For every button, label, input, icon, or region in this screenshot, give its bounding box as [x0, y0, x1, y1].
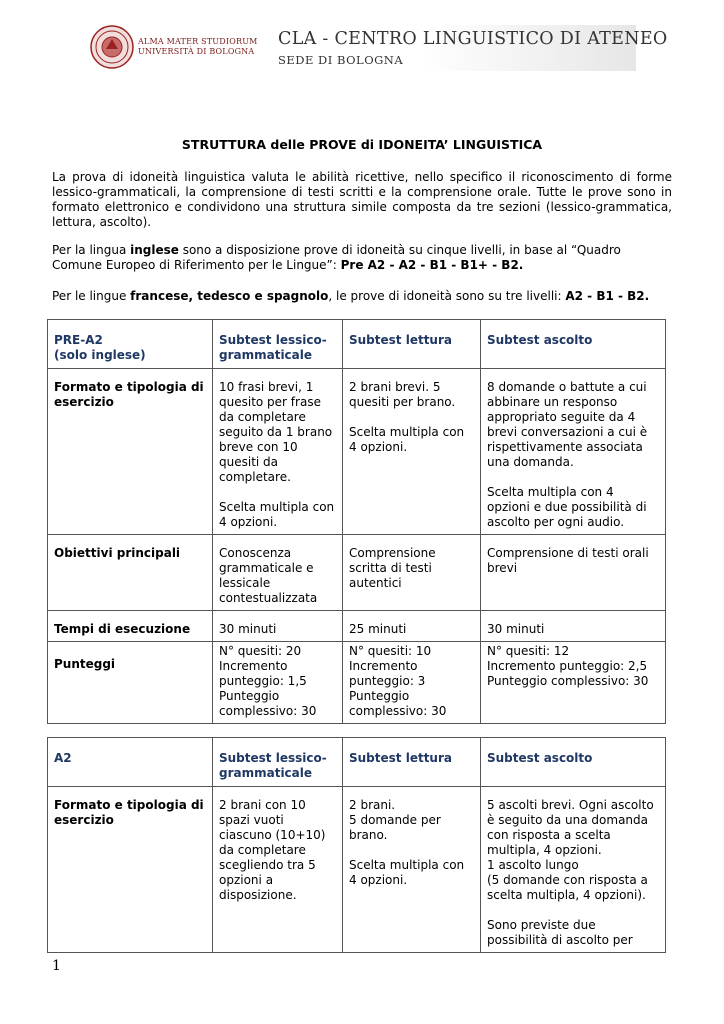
table-header-row	[48, 738, 666, 787]
intro-p2-pre: Per la lingua	[52, 243, 131, 257]
table-row	[48, 369, 666, 535]
format-listening-long: 1 ascolto lungo (5 domande con risposta a scelta multipla, 4 opzioni).	[487, 858, 648, 902]
goals-reading-cell: Comprensione scritta di testi autentici	[343, 535, 481, 611]
subtest-lexis-header: Subtest lessico-grammaticale	[213, 738, 343, 787]
table-row	[48, 642, 666, 724]
intro-p2-mid: sono a disposizione prove di idoneità su cinque livelli, in base al “Quadro Comune Europeo di Riferimento per le Lingue”:	[52, 243, 621, 272]
university-line-2: UNIVERSITÀ DI BOLOGNA	[138, 47, 255, 56]
intro-paragraph-2	[52, 243, 672, 273]
university-name	[138, 37, 258, 57]
intro-p3-levels: A2 - B1 - B2.	[565, 289, 650, 303]
cla-subtitle: SEDE DI BOLOGNA	[278, 53, 404, 67]
intro-p1-sentence-2: Tutte le prove sono in formato elettronico e condividono una struttura simile composta da tre sezioni (lessico-grammatica, lettura, ascolto).	[52, 185, 672, 229]
table-pre-a2	[47, 319, 666, 724]
row-label-goals: Obiettivi principali	[48, 535, 213, 611]
subtest-reading-header: Subtest lettura	[343, 320, 481, 369]
document-title: STRUTTURA delle PROVE di IDONEITA’ LINGUISTICA	[181, 137, 543, 152]
format-listening-cell	[481, 787, 666, 953]
intro-p2-language: inglese	[130, 243, 179, 257]
page-header	[88, 25, 668, 75]
format-lexis-cell: 2 brani con 10 spazi vuoti ciascuno (10+10) da completare scegliendo tra 5 opzioni a disposizione.	[213, 787, 343, 953]
format-lexis-text: 10 frasi brevi, 1 quesito per frase da completare seguito da 1 brano breve con 10 quesiti da completare.	[219, 380, 333, 484]
intro-p3-mid: , le prove di idoneità sono su tre livelli:	[328, 289, 566, 303]
intro-p3-languages: francese, tedesco e spagnolo	[130, 289, 329, 303]
goals-lexis-cell: Conoscenza grammaticale e lessicale contestualizzata	[213, 535, 343, 611]
time-lexis-cell: 30 minuti	[213, 611, 343, 642]
row-label-format: Formato e tipologia di esercizio	[48, 369, 213, 535]
table-header-row	[48, 320, 666, 369]
format-reading-text: 2 brani. 5 domande per brano.	[349, 798, 441, 842]
table-row	[48, 611, 666, 642]
subtest-listening-header: Subtest ascolto	[481, 738, 666, 787]
score-listening-cell: N° quesiti: 12 Incremento punteggio: 2,5 Punteggio complessivo: 30	[481, 642, 666, 724]
intro-p3-pre: Per le lingue	[52, 289, 131, 303]
table-row	[48, 535, 666, 611]
subtest-listening-header: Subtest ascolto	[481, 320, 666, 369]
format-listening-short: 5 ascolti brevi. Ogni ascolto è seguito da una domanda con risposta a scelta multipla, 4 opzioni.	[487, 798, 654, 857]
score-reading-cell: N° quesiti: 10 Incremento punteggio: 3 Punteggio complessivo: 30	[343, 642, 481, 724]
level-header: PRE-A2 (solo inglese)	[48, 320, 213, 369]
format-listening-cell	[481, 369, 666, 535]
format-listening-note: Sono previste due possibilità di ascolto per	[487, 918, 633, 947]
format-reading-choice: Scelta multipla con 4 opzioni.	[349, 858, 465, 887]
university-seal-logo	[90, 25, 134, 69]
time-listening-cell: 30 minuti	[481, 611, 666, 642]
cla-title: CLA - CENTRO LINGUISTICO DI ATENEO	[278, 29, 668, 49]
intro-paragraph-3	[52, 289, 672, 304]
format-reading-text: 2 brani brevi. 5 quesiti per brano.	[349, 380, 456, 409]
subtest-reading-header: Subtest lettura	[343, 738, 481, 787]
table-row	[48, 787, 666, 953]
format-lexis-cell	[213, 369, 343, 535]
intro-paragraph-1	[52, 170, 672, 230]
page-number: 1	[52, 958, 61, 974]
format-reading-cell	[343, 369, 481, 535]
row-label-format: Formato e tipologia di esercizio	[48, 787, 213, 953]
goals-listening-cell: Comprensione di testi orali brevi	[481, 535, 666, 611]
time-reading-cell: 25 minuti	[343, 611, 481, 642]
level-header: A2	[48, 738, 213, 787]
format-listening-choice: Scelta multipla con 4 opzioni e due possibilità di ascolto per ogni audio.	[487, 485, 647, 529]
format-reading-choice: Scelta multipla con 4 opzioni.	[349, 425, 465, 454]
format-lexis-choice: Scelta multipla con 4 opzioni.	[219, 500, 335, 529]
score-lexis-cell: N° quesiti: 20 Incremento punteggio: 1,5 Punteggio complessivo: 30	[213, 642, 343, 724]
row-label-time: Tempi di esecuzione	[48, 611, 213, 642]
intro-p1-sentence-1: La prova di idoneità linguistica valuta le abilità ricettive, nello specifico il riconoscimento di forme lessico-grammaticali, la comprensione di testi scritti e la comprensione orale.	[52, 170, 672, 199]
intro-p2-levels: Pre A2 - A2 - B1 - B1+ - B2.	[340, 258, 524, 272]
format-reading-cell	[343, 787, 481, 953]
subtest-lexis-header: Subtest lessico-grammaticale	[213, 320, 343, 369]
table-a2	[47, 737, 666, 953]
university-line-1: ALMA MATER STUDIORUM	[138, 37, 258, 46]
format-listening-text: 8 domande o battute a cui abbinare un responso appropriato seguite da 4 brevi conversazioni a cui è rispettivamente associata una domanda.	[487, 380, 648, 469]
row-label-score: Punteggi	[48, 642, 213, 724]
